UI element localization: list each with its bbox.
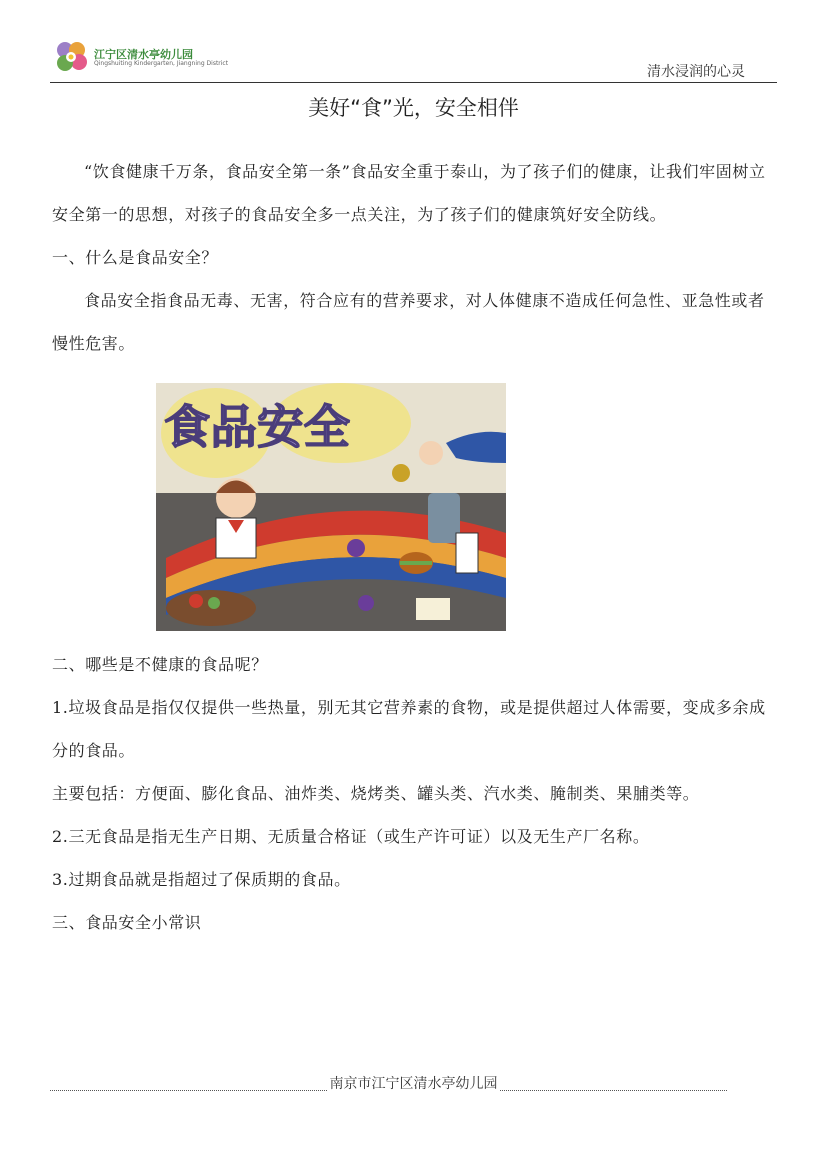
logo-subtitle: Qingshuiting Kindergarten, Jiangning District bbox=[94, 60, 229, 67]
section-heading-3: 三、食品安全小常识 bbox=[52, 913, 202, 932]
section-heading-2: 二、哪些是不健康的食品呢？ bbox=[52, 655, 268, 674]
footer-text: 南京市江宁区清水亭幼儿园 bbox=[329, 1076, 498, 1092]
header-divider bbox=[50, 82, 777, 83]
food-safety-illustration bbox=[156, 383, 506, 631]
header-motto: 清水浸润的心灵 bbox=[647, 64, 745, 80]
kindergarten-logo bbox=[52, 38, 229, 78]
three-no-food-definition: 2.三无食品是指无生产日期、无质量合格证（或生产许可证）以及无生产厂名称。 bbox=[52, 827, 650, 846]
illustration-banner-text: 食品安全 bbox=[164, 400, 351, 454]
junk-food-definition: 1.垃圾食品是指仅仅提供一些热量，别无其它营养素的食物，或是提供超过人体需要，变成多余成分的食品。 bbox=[52, 698, 766, 760]
expired-food-definition: 3.过期食品就是指超过了保质期的食品。 bbox=[52, 870, 351, 889]
section1-paragraph: 食品安全指食品无毒、无害，符合应有的营养要求，对人体健康不造成任何急性、亚急性或者慢性危害。 bbox=[52, 291, 765, 353]
intro-paragraph: “饮食健康千万条，食品安全第一条”食品安全重于泰山，为了孩子们的健康，让我们牢固树立安全第一的思想，对孩子的食品安全多一点关注，为了孩子们的健康筑好安全防线。 bbox=[52, 162, 766, 224]
junk-food-list: 主要包括：方便面、膨化食品、油炸类、烧烤类、罐头类、汽水类、腌制类、果脯类等。 bbox=[52, 784, 700, 803]
article-body bbox=[52, 150, 778, 944]
logo-text: 江宁区清水亭幼儿园 bbox=[94, 48, 193, 61]
flower-logo-icon bbox=[52, 38, 90, 76]
section-heading-1: 一、什么是食品安全？ bbox=[52, 248, 219, 267]
page-title: 美好“食”光，安全相伴 bbox=[308, 96, 519, 120]
